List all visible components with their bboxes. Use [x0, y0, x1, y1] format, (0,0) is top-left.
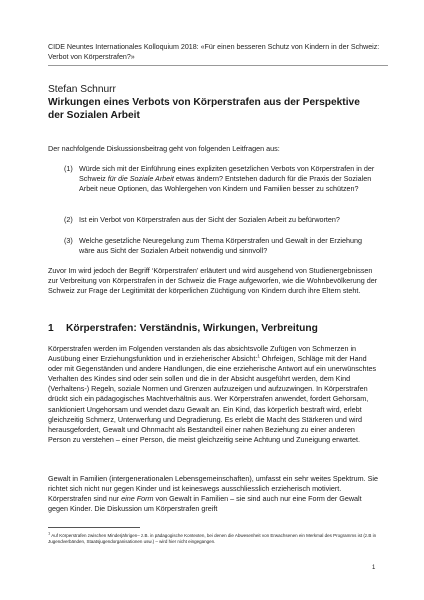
emphasis-text: eine Form [121, 494, 154, 504]
article-title: Wirkungen eines Verbots von Körperstrafen aus der Perspektive der Sozialen Arbeit [48, 97, 360, 121]
question-number: (1) [64, 164, 73, 173]
page-number: 1 [372, 565, 376, 571]
footnote-mark: 1 [48, 530, 51, 536]
question-number: (3) [64, 236, 73, 245]
section-title: Körperstrafen: Verständnis, Wirkungen, Verbreitung [66, 323, 318, 334]
body-paragraph: Gewalt in Familien (intergenerationalen Lebensgemeinschaften), umfasst ein sehr weites Spektrum. Sie richtet sich nicht nur gegen Kinder und ist keineswegs ausschliesslich erzieherisch motiviert. Körperstrafen sind nur eine Form von Gewalt in Familien – sie sind auch nur eine Form der Gewalt gegen Kinder. Die Diskussion um Körperstrafen greift [48, 474, 378, 514]
footnote-divider [48, 527, 140, 528]
intro-paragraph: Der nachfolgende Diskussionsbeitrag geht von folgenden Leitfragen aus: [48, 144, 280, 153]
footnote-reference[interactable]: 1 [257, 353, 260, 359]
question-text: Welche gesetzliche Neuregelung zum Thema Körperstrafen und Gewalt in der Erziehung wäre aus Sicht der Sozialen Arbeit notwendig und sinnvoll? [79, 236, 362, 256]
emphasis-text: für die Soziale Arbeit [107, 174, 174, 184]
question-text: Ist ein Verbot von Körperstrafen aus der Sicht der Sozialen Arbeit zu befürworten? [79, 215, 340, 224]
preface-paragraph: Zuvor Im wird jedoch der Begriff ‘Körperstrafen’ erläutert und wird ausgehend von Studienergebnissen zur Verbreitung von Körperstrafen in der Schweiz die Frage aufgeworfen, wie die Wohnbevölkerung der Schweiz zur Frage der Legitimität der körperlichen Züchtigung von Kindern durch ihre Eltern steht. [48, 266, 378, 296]
section-heading [48, 322, 388, 335]
body-paragraph: Körperstrafen werden im Folgenden verstanden als das absichtsvolle Zufügen von Schmerzen in Ausübung einer Erziehungsfunktion und in erzieherischer Absicht:$^1$ Ohrfeigen, Schläge mit der Hand oder mit Gegenständen und andere Handlungen, die eine erzieherische Antwort auf ein unerwünschtes Verhalten des Kindes sind oder sein sollen und die in der Absicht ausgeführt werden, dem Kind (Verhaltens-) Regeln, soziale Normen und Grenzen aufzuzeigen und aufzuzwingen. In Körperstrafen drückt sich ein pädagogisches Machtverhältnis aus. Wer Körperstrafen anwendet, fordert Gehorsam, sanktioniert Ungehorsam und wendet dazu Gewalt an. Ein Kind, das körperlich bestraft wird, erlebt gleichzeitig Schmerz, Unterwerfung und Degradierung. Es erlebt die Macht des Stärkeren und wird herausgefordert, Gewalt und Ohnmacht als Bestandteil einer nahen Beziehung zu einer anderen Person zu verstehen – einer Person, die meist gleichzeitig seine Achtung und Zuneigung erwartet. [48, 344, 377, 444]
running-header: CIDE Neuntes Internationales Kolloquium 2018: «Für einen besseren Schutz von Kindern in der Schweiz: Verbot von Körperstrafen?» [48, 43, 388, 66]
footnote-text: Auf Körperstrafen zwischen Minderjährigen– z.B. in pädagogische Kontexten, bei denen die Abwesenheit von Erwachsenen ein Merkmal des Programms ist (z.B in Jugendverbänden, Staatsjugendorganisationen usw.) – wird hier nicht eingegangen. [48, 533, 377, 545]
section-number: 1 [48, 323, 54, 334]
footnote [48, 530, 388, 546]
author-name: Stefan Schnurr [48, 84, 116, 95]
question-number: (2) [64, 215, 73, 224]
question-text: Würde sich mit der Einführung eines expliziten gesetzlichen Verbots von Körperstrafen in der Schweiz für die Soziale Arbeit etwas ändern? Entstehen dadurch für die Praxis der Sozialen Arbeit neue Optionen, das Wohlergehen von Kindern und Familien besser zu schützen? [79, 164, 375, 194]
